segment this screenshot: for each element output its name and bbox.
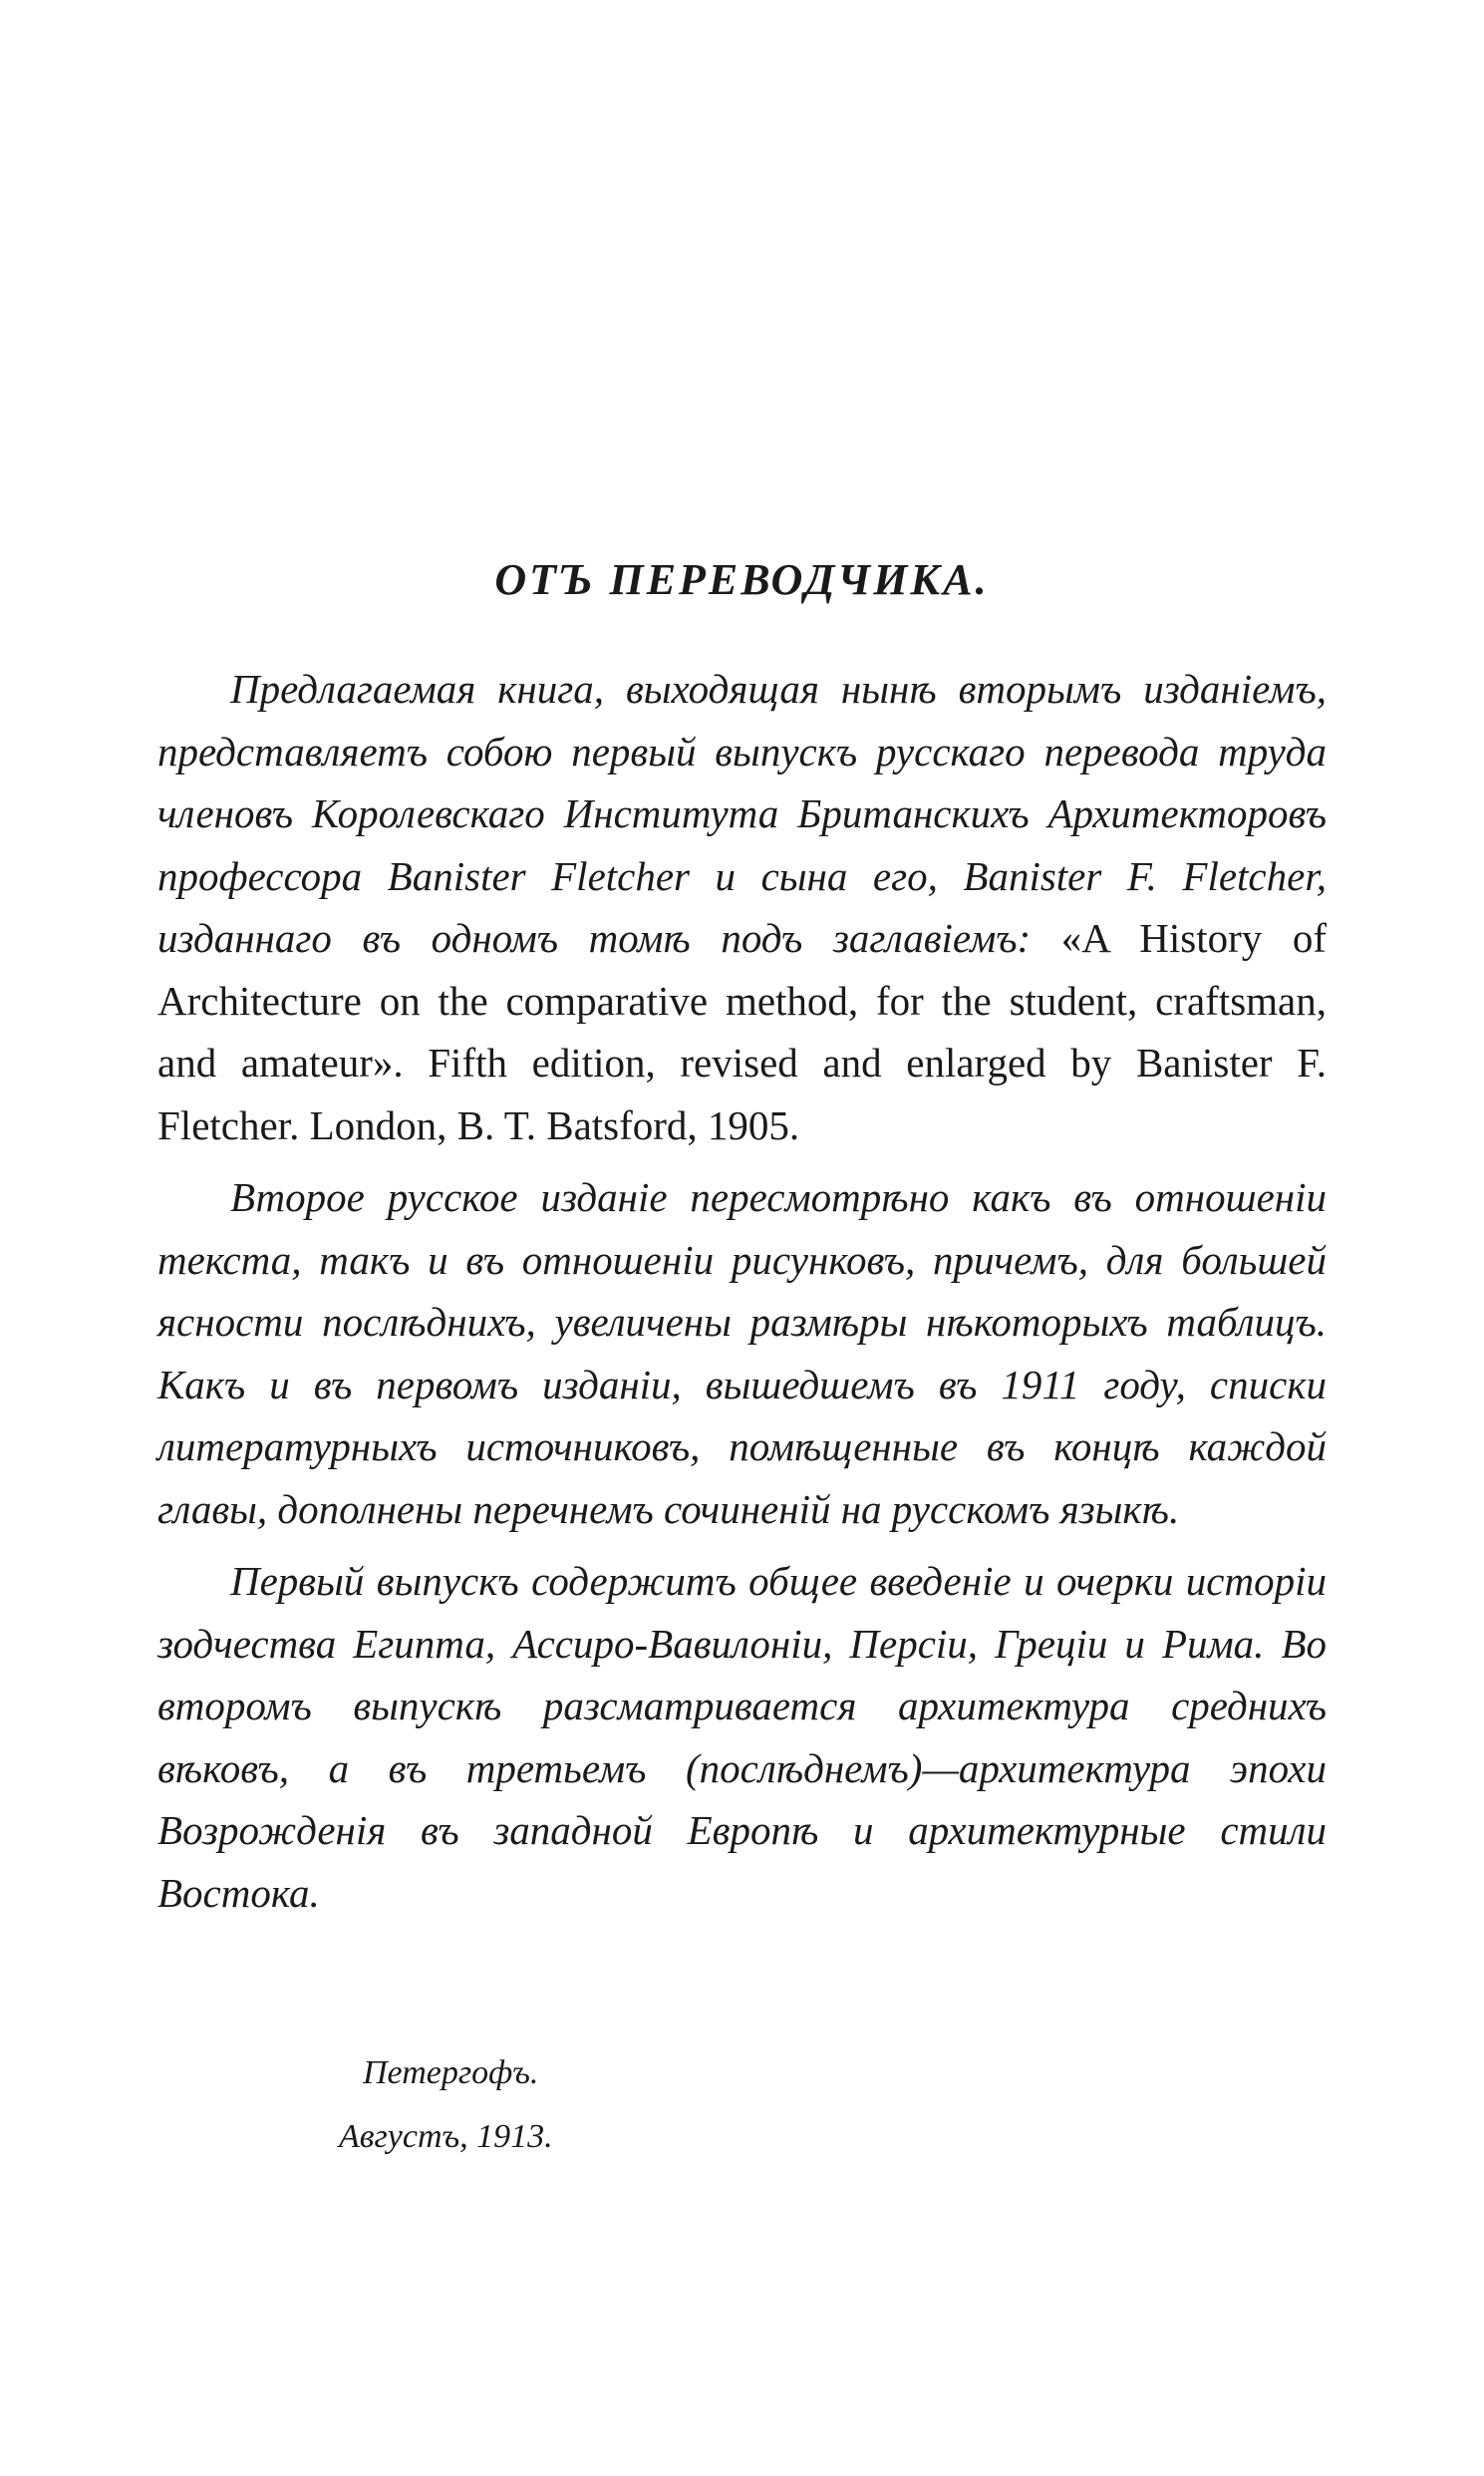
paragraph-1 [157, 658, 1327, 1156]
preface-body [157, 658, 1327, 1934]
signature-place: Петергофъ. [363, 2054, 539, 2091]
paragraph-2: Второе русское изданіе пересмотрѣно какъ въ отношеніи текста, такъ и въ отношеніи рисунковъ, причемъ, для большей ясности послѣднихъ, увеличены размѣры нѣкоторыхъ таблицъ. Какъ и въ первомъ изданіи, вышедшемъ въ 1911 году, списки литературныхъ источниковъ, помѣщенные въ концѣ каждой главы, дополнены перечнемъ сочиненій на русскомъ языкѣ. [157, 1174, 1327, 1532]
page-title: ОТЪ ПЕРЕВОДЧИКА. [494, 555, 990, 604]
paragraph-3: Первый выпускъ содержитъ общее введеніе и очерки исторіи зодчества Египта, Ассиро-Вавилоніи, Персіи, Греціи и Рима. Во второмъ выпускѣ разсматривается архитектура среднихъ вѣковъ, а въ третьемъ (послѣднемъ)—архитектура эпохи Возрожденія въ западной Европѣ и архитектурные стили Востока. [157, 1558, 1327, 1916]
paragraph-1-intro: Предлагаемая книга, выходящая нынѣ вторымъ изданіемъ, представляетъ собою первый выпускъ русскаго перевода труда членовъ Королевскаго Института Британскихъ Архитекторовъ профессора Banister Fletcher и сына его, Banister F. Fletcher, изданнаго въ одномъ томѣ подъ заглавіемъ: [157, 666, 1327, 961]
paragraph-1-book-title: «A History of Architecture on the comparative method, for the student, craftsman, and amateur». Fifth edition, revised and enlarged by Banister F. Fletcher. London, B. T. Batsford, 1905. [157, 915, 1327, 1148]
signature-block [339, 2041, 553, 2169]
signature-date: Августъ, 1913. [339, 2118, 553, 2155]
